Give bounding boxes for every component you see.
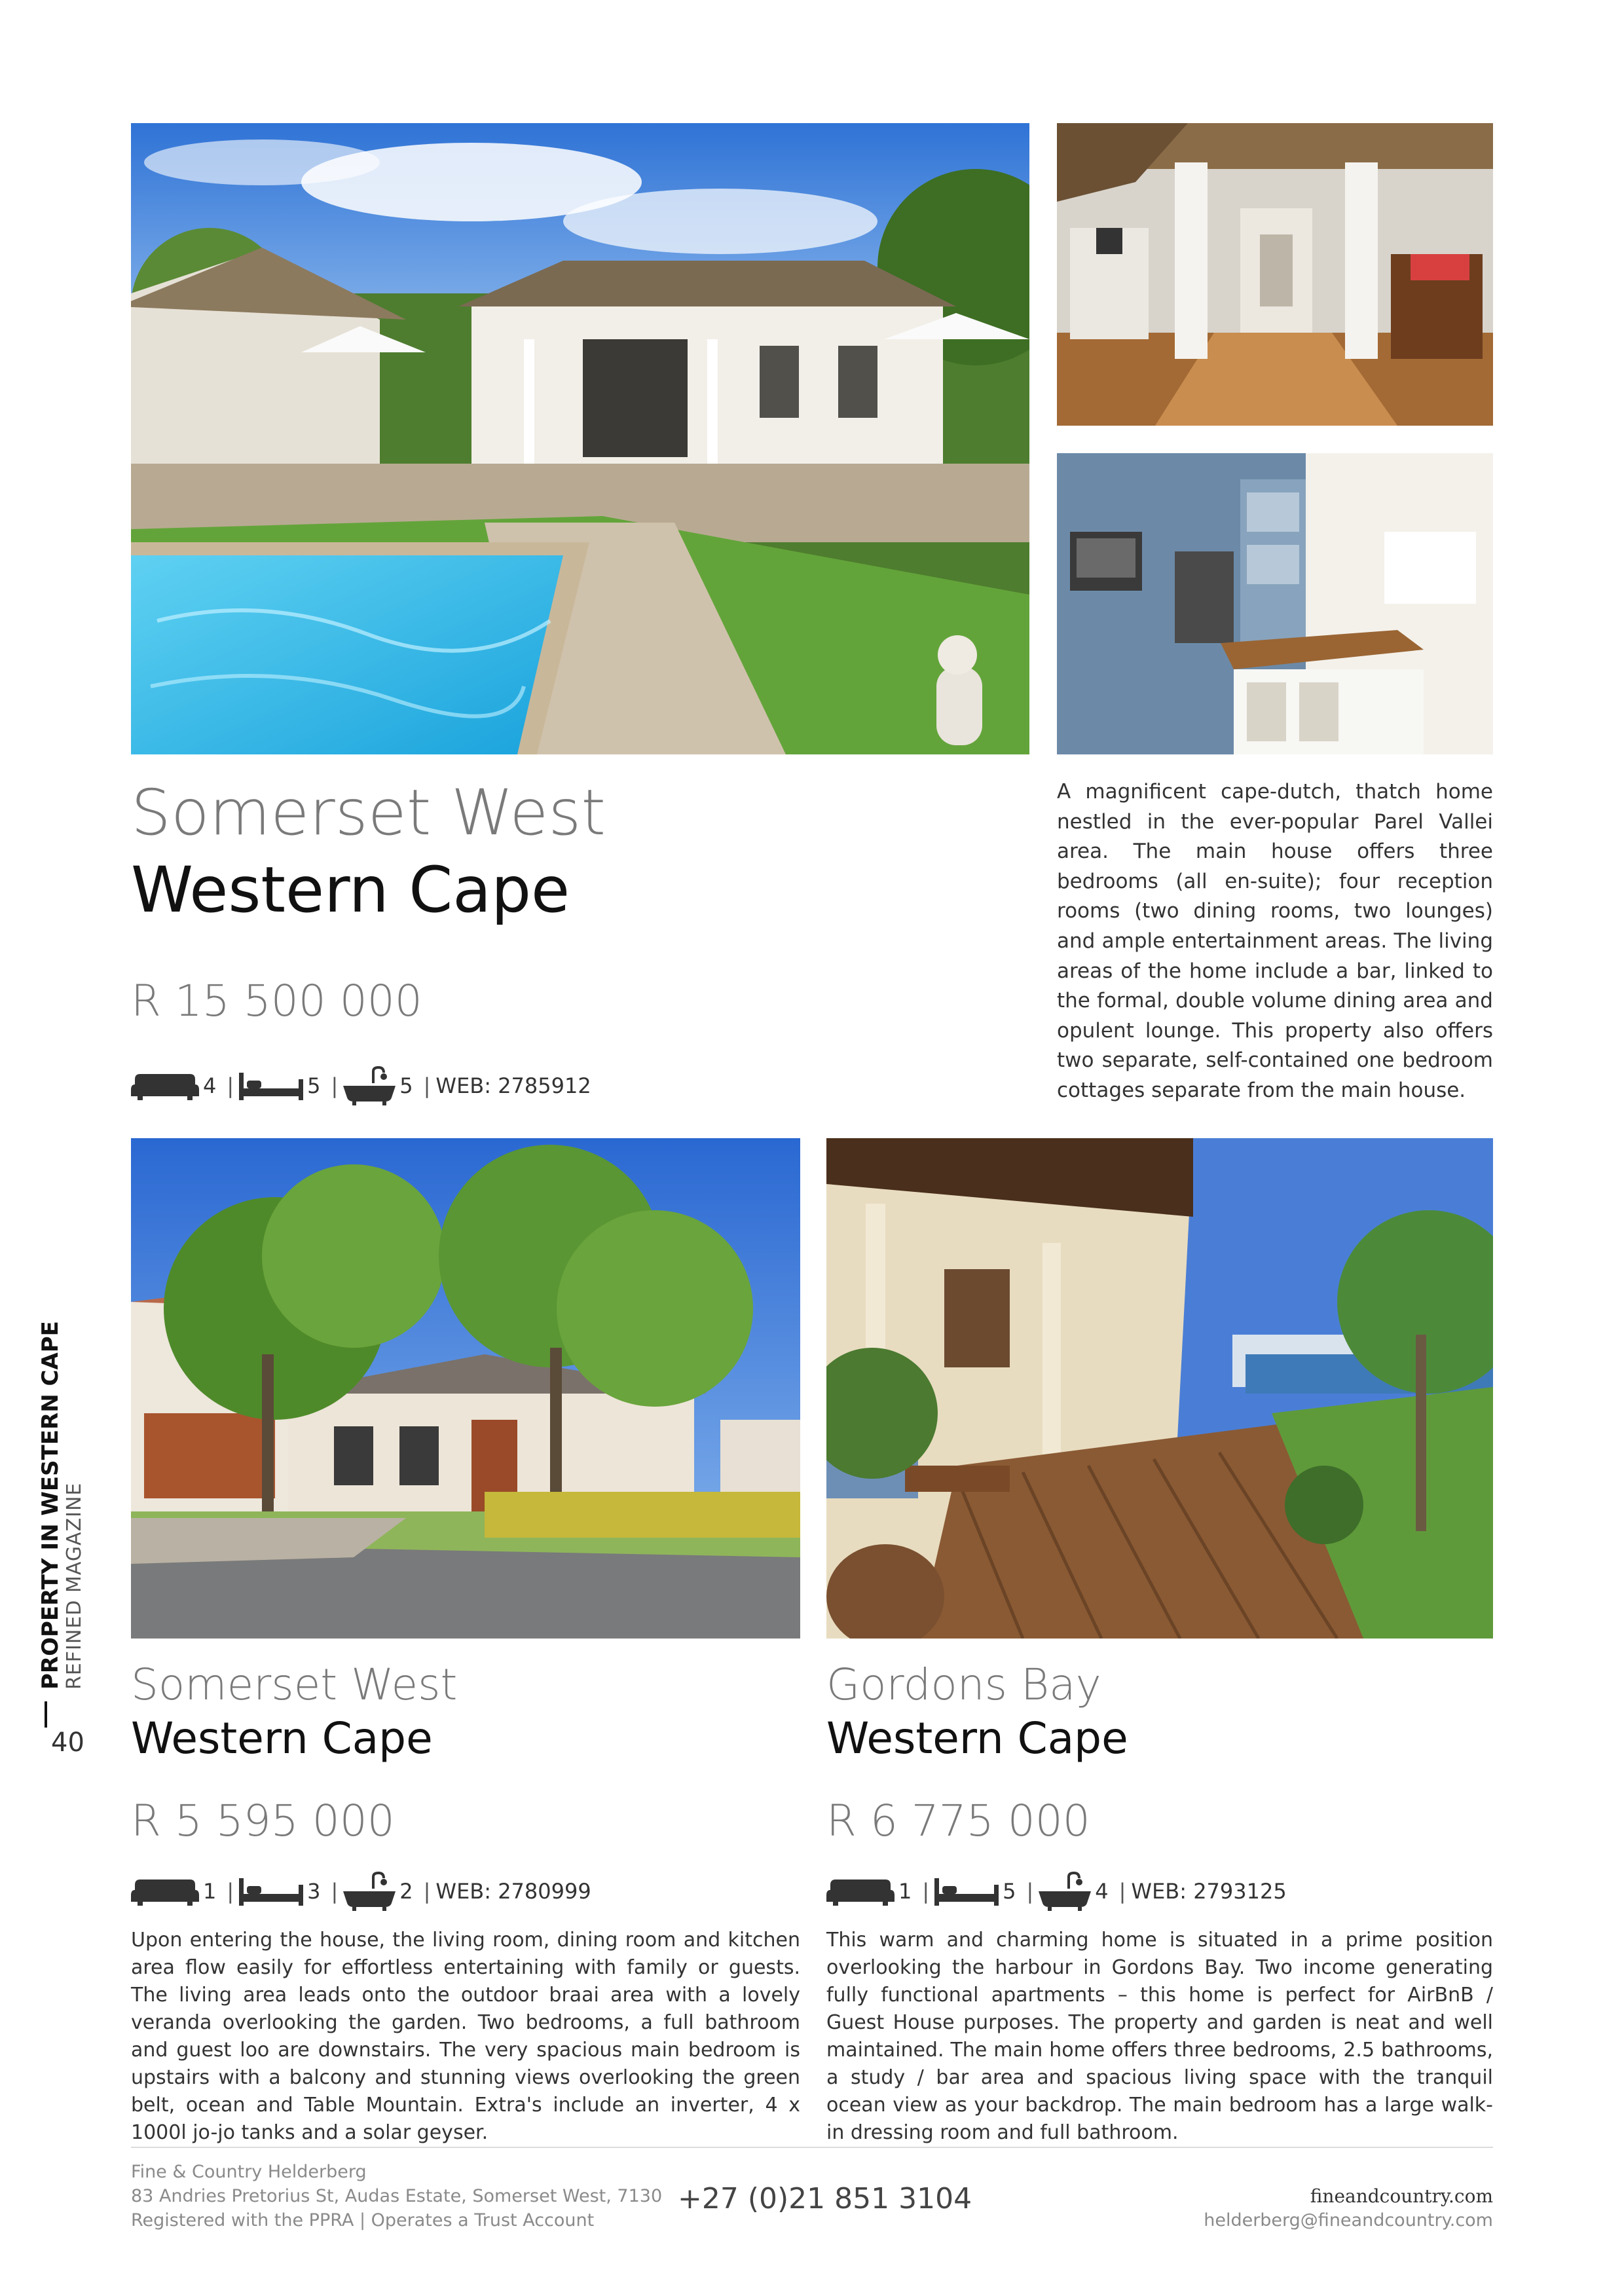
listing-2-features [131,1872,591,1911]
bed-icon [934,1876,999,1907]
listing-2-bathrooms: 2 [399,1879,413,1904]
divider: | [922,1879,930,1904]
bath-icon [1039,1872,1091,1911]
divider: | [227,1073,234,1098]
listing-3-bathrooms: 4 [1095,1879,1109,1904]
divider: | [331,1073,339,1098]
listing-3-bedrooms: 5 [1003,1879,1016,1904]
listing-2-description: Upon entering the house, the living room, dining room and kitchen area flow easily for effortless entertaining with family or guests. The living area leads onto the outdoor braai area with a lovely veranda overlooking the garden. Two bedrooms, a full bathroom and guest loo are downstairs. The very spacious main bedroom is upstairs with a balcony and stunning views overlooking the green belt, ocean and Table Mountain. Extra's include an inverter, 4 x 1000l jo-jo tanks and a solar geyser. [131,1929,800,2144]
listing-3-receptions: 1 [898,1879,912,1904]
email-link[interactable]: helderberg@fineandcountry.com [1204,2210,1493,2231]
bed-icon [239,1070,303,1102]
website-link[interactable]: fineandcountry.com [1310,2185,1493,2207]
listing-1-features [131,1066,591,1105]
divider: | [331,1879,339,1904]
footer-office [131,2160,662,2232]
registration-note: Registered with the PPRA | Operates a Trust Account [131,2210,595,2231]
listing-1-receptions: 4 [203,1073,217,1098]
listing-3-features [826,1872,1287,1911]
gordons-bay-veranda-photo [826,1138,1493,1639]
listing-1-description: A magnificent cape-dutch, thatch home nestled in the ever-popular Parel Vallei area. The main house offers three bedrooms (all en-suite); four reception rooms (two dining rooms, two lounges) and ample entertainment areas. The living areas of the home include a bar, linked to the formal, double volume dining area and opulent lounge. This property also offers two separate, self-contained one bedroom cottages separate from the main house. [1057,780,1493,1102]
main-property-photo [131,123,1029,754]
listing-2-price: R 5 595 000 [131,1796,395,1846]
sofa-icon [826,1876,895,1907]
listing-2-bedrooms: 3 [307,1879,321,1904]
divider: | [1026,1879,1034,1904]
listing-2-receptions: 1 [203,1879,217,1904]
company-name: Fine & Country Helderberg [131,2162,367,2182]
interior-hallway-photo [1057,123,1493,426]
bed-icon [239,1876,303,1907]
listing-1-price: R 15 500 000 [131,976,422,1026]
office-address: 83 Andries Pretorius St, Audas Estate, Somerset West, 7130 [131,2186,663,2206]
divider: | [227,1879,234,1904]
footer-divider [131,2147,1493,2148]
divider: | [423,1073,431,1098]
listing-3-region: Western Cape [826,1713,1128,1764]
divider: | [1118,1879,1126,1904]
footer-contact [1113,2184,1493,2232]
listing-3-web-ref: WEB: 2793125 [1131,1879,1287,1904]
listing-2-web-ref: WEB: 2780999 [435,1879,591,1904]
magazine-section-label [38,1321,86,1690]
somerset-west-house-photo [131,1138,800,1639]
divider: | [423,1879,431,1904]
sofa-icon [131,1070,199,1102]
listing-1-bathrooms: 5 [399,1073,413,1098]
bath-icon [343,1872,396,1911]
phone-number[interactable]: +27 (0)21 851 3104 [678,2182,972,2215]
sofa-icon [131,1876,199,1907]
bath-icon [343,1066,396,1105]
section-title: PROPERTY IN WESTERN CAPE [37,1321,64,1690]
listing-2-region: Western Cape [131,1713,433,1764]
listing-2-city: Somerset West [131,1659,458,1710]
sidebar-divider [45,1701,47,1728]
listing-3-city: Gordons Bay [826,1659,1101,1710]
page-number: 40 [51,1728,84,1758]
section-subtitle: REFINED MAGAZINE [63,1482,86,1690]
kitchen-photo [1057,453,1493,754]
listing-3-price: R 6 775 000 [826,1796,1090,1846]
listing-1-bedrooms: 5 [307,1073,321,1098]
listing-1-web-ref: WEB: 2785912 [435,1073,591,1098]
listing-3-description: This warm and charming home is situated in a prime position overlooking the harbour in Gordons Bay. Two income generating fully functional apartments – this home is perfect for AirBnB / Guest House purposes. The property and garden is neat and well maintained. The main home offers three bedrooms, 2.5 bathrooms, a study / bar area and spacious living space with the tranquil ocean view as your backdrop. The main bedroom has a large walk-in dressing room and full bathroom. [826,1929,1493,2144]
listing-1-region: Western Cape [131,853,570,927]
listing-1-city: Somerset West [131,776,606,849]
